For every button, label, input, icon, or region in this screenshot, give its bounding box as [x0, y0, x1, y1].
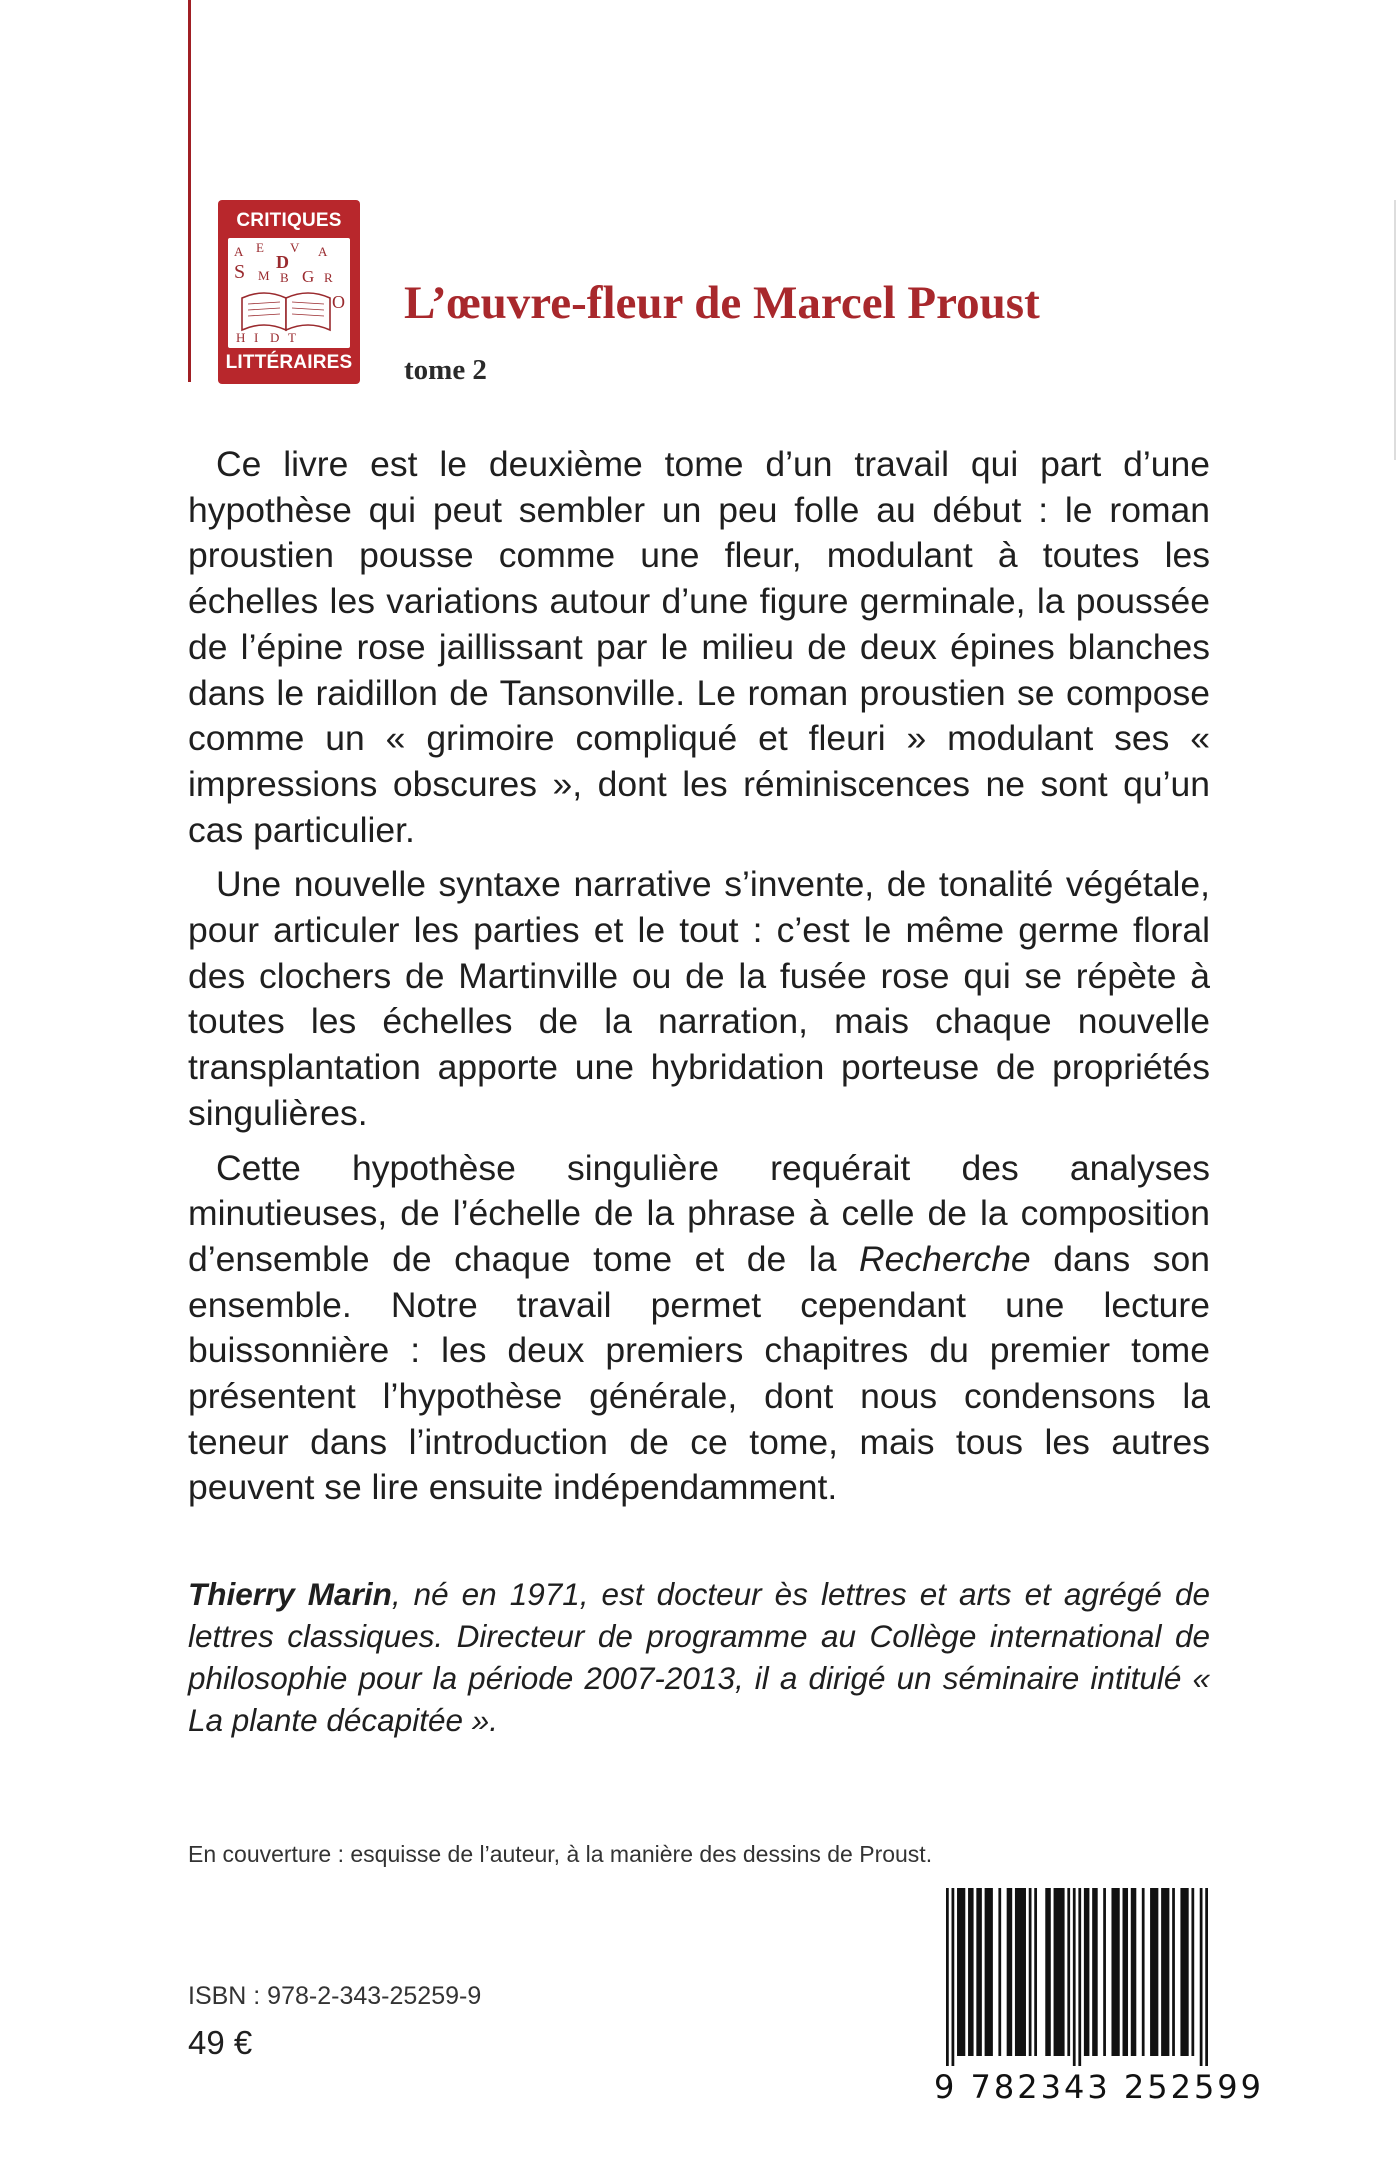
barcode-bar [1123, 1888, 1129, 2056]
author-name: Thierry Marin [188, 1576, 392, 1612]
open-book-icon [228, 238, 350, 348]
barcode-bar [1161, 1888, 1169, 2056]
author-bio [188, 1573, 1210, 1741]
barcode-bar [1092, 1888, 1098, 2056]
barcode-bar [998, 1888, 1001, 2056]
barcode-bar [1191, 1888, 1194, 2056]
summary-text [188, 442, 1210, 1520]
page-edge-shadow [1394, 200, 1396, 460]
logo-letter: B [280, 270, 289, 285]
logo-letter: H [236, 330, 246, 345]
recherche-title: Recherche [859, 1238, 1031, 1279]
summary-paragraph-2: Une nouvelle syntaxe narrative s’invente, de tonalité végétale, pour articuler les parties et le tout : c’est le même germe floral des clochers de Martinville ou de la fusée rose qui se répète à toutes les échelles de la narration, mais chaque nouvelle transplantation apporte une hybridation porteuse de propriétés singulières. [188, 864, 1210, 1133]
series-logo-bottom-text: LITTÉRAIRES [225, 352, 353, 373]
logo-letter: A [234, 244, 244, 259]
barcode-bar [1029, 1888, 1032, 2056]
barcode-bar [1150, 1888, 1158, 2056]
barcode-bar [1078, 1888, 1081, 2066]
barcode-bar [1200, 1888, 1203, 2066]
cover-credit: En couverture : esquisse de l’auteur, à la manière des dessins de Proust. [188, 1841, 933, 1867]
logo-letter: V [290, 240, 300, 255]
summary-paragraph-3 [188, 1146, 1210, 1512]
logo-letter: G [302, 267, 315, 286]
barcode [934, 1888, 1265, 2108]
barcode-bar [1103, 1888, 1106, 2056]
barcode-bar [1007, 1888, 1013, 2056]
isbn: ISBN : 978-2-343-25259-9 [188, 1982, 482, 2010]
logo-letter: D [276, 252, 289, 272]
barcode-bar [1045, 1888, 1051, 2056]
barcode-bar [985, 1888, 993, 2056]
price: 49 € [188, 2024, 253, 2061]
barcode-bar [976, 1888, 982, 2056]
barcode-bar [952, 1888, 955, 2066]
logo-letter: S [234, 261, 246, 283]
logo-letter: T [288, 330, 296, 345]
barcode-bar [1015, 1888, 1026, 2056]
barcode-bar [1073, 1888, 1076, 2066]
author-bio-text: , né en 1971, est docteur ès lettres et arts et agrégé de lettres classiques. Directeur de programme au Collège international de philosophie pour la période 2007-2013, il a dirigé un séminaire intitulé « La plante décapitée ». [188, 1576, 1210, 1738]
barcode-bar [1180, 1888, 1188, 2056]
barcode-bar [1142, 1888, 1145, 2056]
accent-vertical-line [188, 0, 191, 382]
barcode-bar [1034, 1888, 1037, 2056]
summary-paragraph-3-start: Cette hypothèse singulière requérait des analyses minutieuses, de l’échelle de la phrase à celle de la composition d’ensemble de chaque tome et de la [188, 1147, 1210, 1279]
book-title: L’œuvre-fleur de Marcel Proust [404, 277, 1040, 329]
logo-letter: R [324, 270, 333, 285]
barcode-bar [1084, 1888, 1090, 2056]
barcode-bar [968, 1888, 974, 2056]
barcode-digits: 9 782343 252599 [934, 2068, 1265, 2106]
logo-letter: E [256, 240, 264, 255]
logo-letter: I [254, 330, 259, 345]
logo-letter: A [318, 244, 328, 259]
series-logo [218, 200, 360, 384]
barcode-bars [934, 1888, 1210, 2066]
logo-letter: O [332, 292, 345, 312]
barcode-bar [1205, 1888, 1208, 2066]
barcode-bar [957, 1888, 965, 2056]
summary-paragraph-3-end: dans son ensemble. Notre travail permet cependant une lecture buissonnière : les deux premiers chapitres du premier tome présentent l’hypothèse générale, dont nous condensons la teneur dans l’introduction de ce tome, mais tous les autres peuvent se lire ensuite indépendamment. [188, 1238, 1210, 1508]
barcode-bar [1131, 1888, 1137, 2056]
logo-letter: M [258, 268, 270, 283]
barcode-bar [1172, 1888, 1175, 2056]
barcode-bar [1111, 1888, 1119, 2056]
summary-paragraph-1: Ce livre est le deuxième tome d’un travail qui part d’une hypothèse qui peut sembler un peu folle au début : le roman proustien pousse comme une fleur, modulant à toutes les échelles les variations autour d’une figure germinale, la poussée de l’épine rose jaillissant par le milieu de deux épines blanches dans le raidillon de Tansonville. Le roman proustien se compose comme un « grimoire compliqué et fleuri » modulant ses « impressions obscures », dont les réminiscences ne sont qu’un cas particulier. [188, 444, 1210, 850]
barcode-bar [946, 1888, 949, 2066]
barcode-bar [1054, 1888, 1065, 2056]
barcode-bar [1067, 1888, 1070, 2056]
series-logo-top-text: CRITIQUES [236, 210, 342, 231]
book-subtitle: tome 2 [404, 354, 487, 386]
logo-letter: D [270, 330, 280, 345]
